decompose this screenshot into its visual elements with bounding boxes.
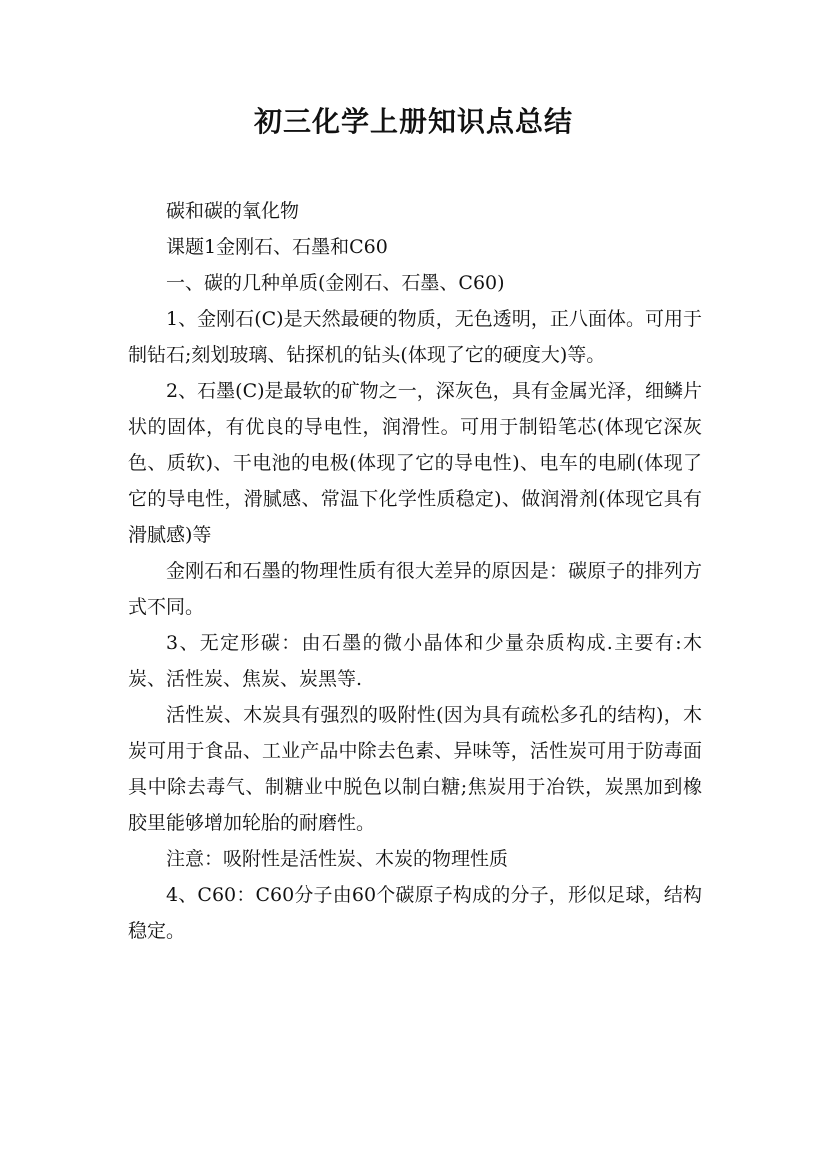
paragraph-difference: 金刚石和石墨的物理性质有很大差异的原因是：碳原子的排列方式不同。	[128, 560, 702, 618]
paragraph-graphite: 2、石墨(C)是最软的矿物之一，深灰色，具有金属光泽，细鳞片状的固体，有优良的导电性，润滑性。可用于制铅笔芯(体现它深灰色、质软)、干电池的电极(体现了它的导电性)、电车的电刷(体现了它的导电性，滑腻感、常温下化学性质稳定)、做润滑剂(体现它具有滑腻感)等	[128, 380, 702, 546]
subsection-heading: 一、碳的几种单质(金刚石、石墨、C60)	[166, 272, 505, 294]
paragraph-c60: 4、C60：C60分子由60个碳原子构成的分子，形似足球，结构稳定。	[128, 884, 702, 942]
paragraph-amorphous-carbon: 3、无定形碳：由石墨的微小晶体和少量杂质构成.主要有:木炭、活性炭、焦炭、炭黑等.	[128, 632, 702, 690]
lesson-heading: 课题1金刚石、石墨和C60	[166, 236, 388, 258]
section-heading: 碳和碳的氧化物	[166, 200, 300, 222]
paragraph-adsorption: 活性炭、木炭具有强烈的吸附性(因为具有疏松多孔的结构)，木炭可用于食品、工业产品中除去色素、异味等，活性炭可用于防毒面具中除去毒气、制糖业中脱色以制白糖;焦炭用于冶铁，炭黑加到橡胶里能够增加轮胎的耐磨性。	[128, 704, 702, 834]
paragraph-diamond: 1、金刚石(C)是天然最硬的物质，无色透明，正八面体。可用于制钻石;刻划玻璃、钻探机的钻头(体现了它的硬度大)等。	[128, 308, 702, 366]
document-body	[128, 193, 702, 949]
document-title: 初三化学上册知识点总结	[253, 105, 573, 138]
paragraph-note: 注意：吸附性是活性炭、木炭的物理性质	[166, 848, 509, 870]
